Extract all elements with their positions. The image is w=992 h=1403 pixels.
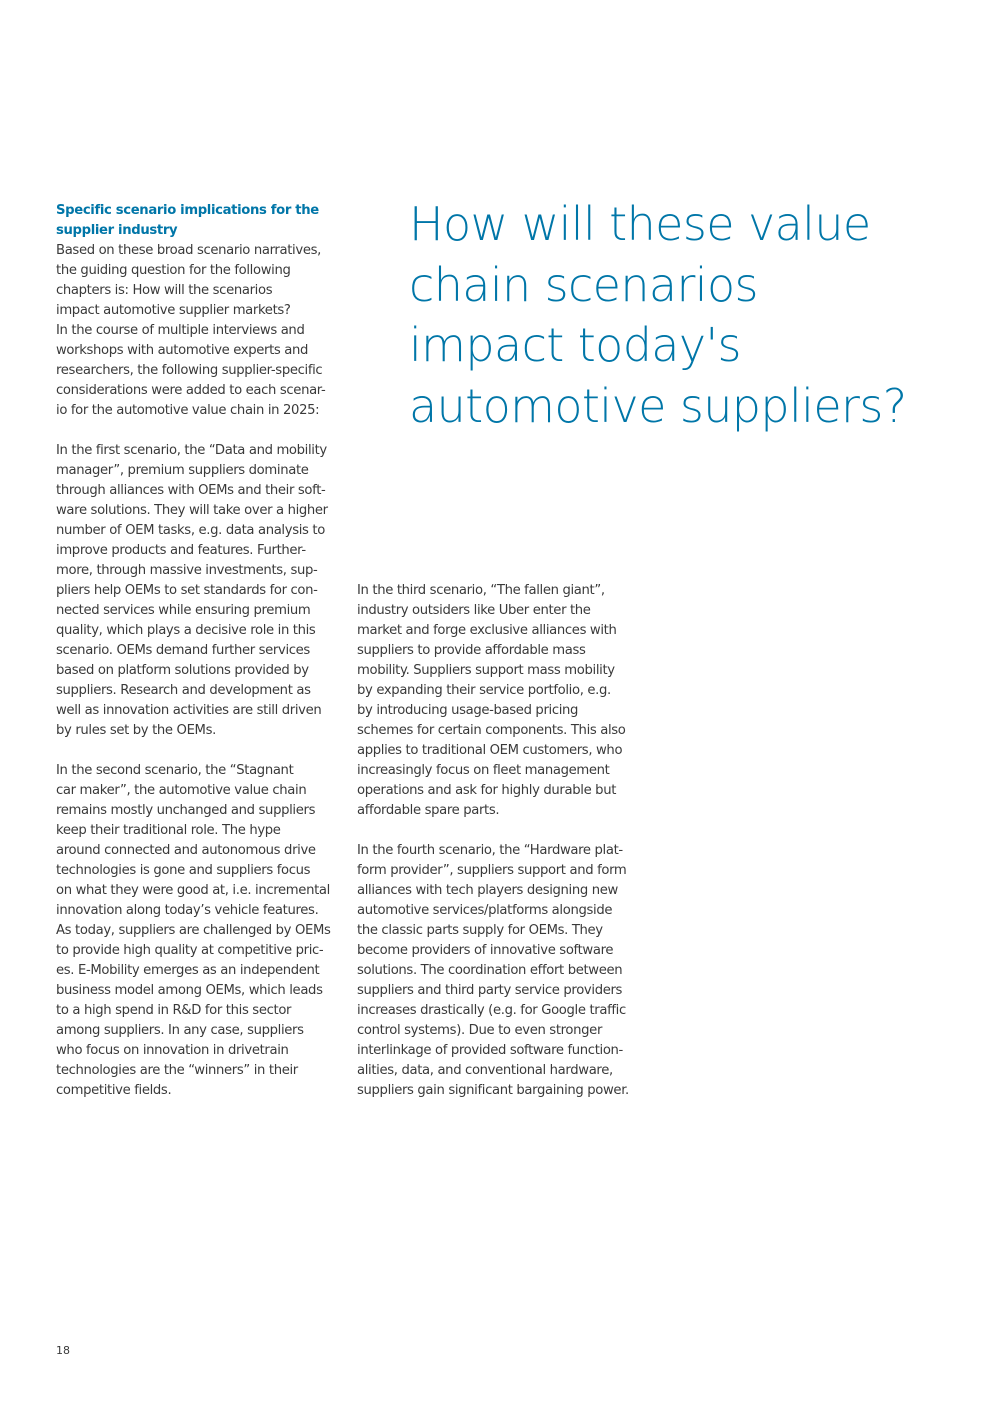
text-line: operations and ask for highly durable but	[357, 783, 617, 798]
text-line: alities, data, and conventional hardware,	[357, 1063, 613, 1078]
text-line: who focus on innovation in drivetrain	[56, 1043, 289, 1058]
text-line: mobility. Suppliers support mass mobility	[357, 663, 615, 678]
text-line: automotive services/platforms alongside	[357, 903, 613, 918]
text-line: become providers of innovative software	[357, 943, 614, 958]
text-line: keep their traditional role. The hype	[56, 823, 281, 838]
text-line: more, through massive investments, sup-	[56, 563, 318, 578]
pull-quote	[409, 194, 969, 436]
text-line: As today, suppliers are challenged by OEMs	[56, 923, 331, 938]
scenario-4-paragraph	[357, 841, 639, 1101]
text-line: interlinkage of provided software function-	[357, 1043, 623, 1058]
scenario-1-paragraph	[56, 441, 338, 741]
text-line: schemes for certain components. This also	[357, 723, 626, 738]
text-line: car maker”, the automotive value chain	[56, 783, 307, 798]
text-line: around connected and autonomous drive	[56, 843, 316, 858]
text-line: by expanding their service portfolio, e.g.	[357, 683, 611, 698]
text-line: alliances with tech players designing new	[357, 883, 618, 898]
text-line: by rules set by the OEMs.	[56, 723, 216, 738]
page-number: 18	[56, 1344, 70, 1357]
text-line: workshops with automotive experts and	[56, 343, 309, 358]
text-line: technologies are the “winners” in their	[56, 1063, 298, 1078]
text-line: considerations were added to each scenar-	[56, 383, 326, 398]
section-heading	[56, 201, 338, 241]
scenario-2-paragraph	[56, 761, 338, 1101]
text-line: through alliances with OEMs and their soft-	[56, 483, 326, 498]
text-line: market and forge exclusive alliances with	[357, 623, 617, 638]
text-line: suppliers and third party service providers	[357, 983, 623, 998]
pull-quote-line: automotive suppliers?	[409, 378, 907, 433]
text-line: es. E-Mobility emerges as an independent	[56, 963, 320, 978]
section-heading-line: supplier industry	[56, 223, 178, 238]
text-line: affordable spare parts.	[357, 803, 500, 818]
text-line: form provider”, suppliers support and form	[357, 863, 627, 878]
scenario-3-paragraph	[357, 581, 639, 821]
pull-quote-line: impact today's	[409, 318, 741, 372]
text-line: suppliers to provide affordable mass	[357, 643, 586, 658]
middle-column	[357, 581, 639, 1101]
text-line: researchers, the following supplier-specific	[56, 363, 323, 378]
text-line: the classic parts supply for OEMs. They	[357, 923, 603, 938]
text-line: In the first scenario, the “Data and mobility	[56, 443, 327, 458]
pull-quote-line: chain scenarios	[409, 257, 758, 312]
text-line: increasingly focus on fleet management	[357, 763, 610, 778]
text-line: scenario. OEMs demand further services	[56, 643, 310, 658]
text-line: business model among OEMs, which leads	[56, 983, 323, 998]
text-line: control systems). Due to even stronger	[357, 1023, 603, 1038]
text-line: quality, which plays a decisive role in this	[56, 623, 316, 638]
text-line: improve products and features. Further-	[56, 543, 306, 558]
text-line: based on platform solutions provided by	[56, 663, 309, 678]
text-line: nected services while ensuring premium	[56, 603, 311, 618]
left-column	[56, 201, 338, 1101]
text-line: suppliers gain significant bargaining power.	[357, 1083, 629, 1098]
text-line: among suppliers. In any case, suppliers	[56, 1023, 304, 1038]
text-line: solutions. The coordination effort between	[357, 963, 623, 978]
text-line: on what they were good at, i.e. incremental	[56, 883, 330, 898]
paragraph-gap	[56, 741, 338, 761]
text-line: io for the automotive value chain in 2025:	[56, 403, 320, 418]
text-line: In the fourth scenario, the “Hardware plat-	[357, 843, 623, 858]
pull-quote-line: How will these value	[409, 197, 871, 251]
section-heading-line: Specific scenario implications for the	[56, 203, 319, 218]
intro-paragraph	[56, 241, 338, 421]
text-line: ware solutions. They will take over a higher	[56, 503, 328, 518]
text-line: manager”, premium suppliers dominate	[56, 463, 309, 478]
text-line: number of OEM tasks, e.g. data analysis to	[56, 523, 325, 538]
paragraph-gap	[56, 421, 338, 441]
text-line: In the third scenario, “The fallen giant”,	[357, 583, 605, 598]
text-line: In the second scenario, the “Stagnant	[56, 763, 294, 778]
text-line: applies to traditional OEM customers, who	[357, 743, 623, 758]
text-line: technologies is gone and suppliers focus	[56, 863, 311, 878]
text-line: In the course of multiple interviews and	[56, 323, 305, 338]
text-line: to a high spend in R&D for this sector	[56, 1003, 292, 1018]
text-line: the guiding question for the following	[56, 263, 291, 278]
text-line: competitive fields.	[56, 1083, 172, 1098]
text-line: suppliers. Research and development as	[56, 683, 311, 698]
paragraph-gap	[357, 821, 639, 841]
text-line: by introducing usage-based pricing	[357, 703, 579, 718]
text-line: impact automotive supplier markets?	[56, 303, 291, 318]
text-line: innovation along today’s vehicle features.	[56, 903, 319, 918]
text-line: well as innovation activities are still driven	[56, 703, 322, 718]
text-line: industry outsiders like Uber enter the	[357, 603, 591, 618]
text-line: increases drastically (e.g. for Google traffic	[357, 1003, 626, 1018]
text-line: pliers help OEMs to set standards for con-	[56, 583, 318, 598]
text-line: to provide high quality at competitive pric-	[56, 943, 324, 958]
text-line: chapters is: How will the scenarios	[56, 283, 273, 298]
text-line: Based on these broad scenario narratives,	[56, 243, 321, 258]
text-line: remains mostly unchanged and suppliers	[56, 803, 316, 818]
